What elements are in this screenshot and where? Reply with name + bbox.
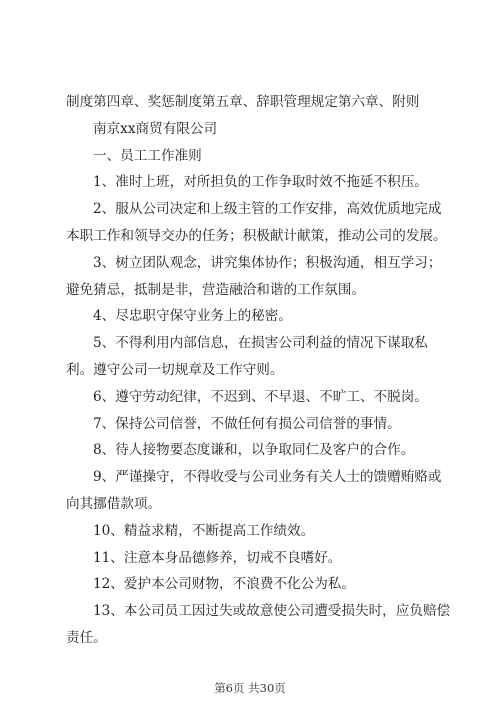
paragraph-chapter-list: 制度第四章、奖惩制度第五章、辞职管理规定第六章、附则	[66, 94, 420, 110]
rule-item-11: 11、注意本身品德修养，切戒不良嗜好。	[93, 549, 342, 566]
rule-item-1: 1、准时上班，对所担负的工作争取时效不拖延不积压。	[93, 174, 428, 191]
rule-item-7: 7、保持公司信誉，不做任何有损公司信誉的事情。	[93, 415, 401, 432]
section-heading: 一、员工工作准则	[93, 147, 202, 164]
rule-item-6: 6、遵守劳动纪律，不迟到、不早退、不旷工、不脱岗。	[93, 388, 428, 405]
rule-item-2: 2、服从公司决定和上级主管的工作安排，高效优质地完成本职工作和领导交办的任务；积极献计献策，推动公司的发展。	[66, 201, 447, 244]
page-number: 第6页 共30页	[214, 681, 286, 695]
rule-item-9: 9、严谨操守，不得收受与公司业务有关人士的馈赠贿赂或向其挪借款项。	[66, 469, 442, 512]
rule-item-5: 5、不得利用内部信息，在损害公司利益的情况下谋取私利。遵守公司一切规章及工作守则。	[66, 335, 428, 378]
rule-item-10: 10、精益求精，不断提高工作绩效。	[93, 522, 315, 539]
rule-item-3: 3、树立团队观念，讲究集体协作；积极沟通，相互学习；避免猜忌，抵制是非，营造融洽和谐的工作氛围。	[66, 254, 442, 298]
rule-item-13: 13、本公司员工因过失或故意使公司遭受损失时，应负赔偿责任。	[66, 603, 451, 646]
rule-item-8: 8、待人接物要态度谦和，以争取同仁及客户的合作。	[93, 442, 415, 459]
rule-item-4: 4、尽忠职守保守业务上的秘密。	[93, 308, 292, 325]
document-body	[66, 89, 452, 652]
rule-item-12: 12、爱护本公司财物，不浪费不化公为私。	[93, 576, 355, 593]
page-footer	[0, 680, 500, 696]
company-name: 南京xx商贸有限公司	[93, 120, 218, 137]
